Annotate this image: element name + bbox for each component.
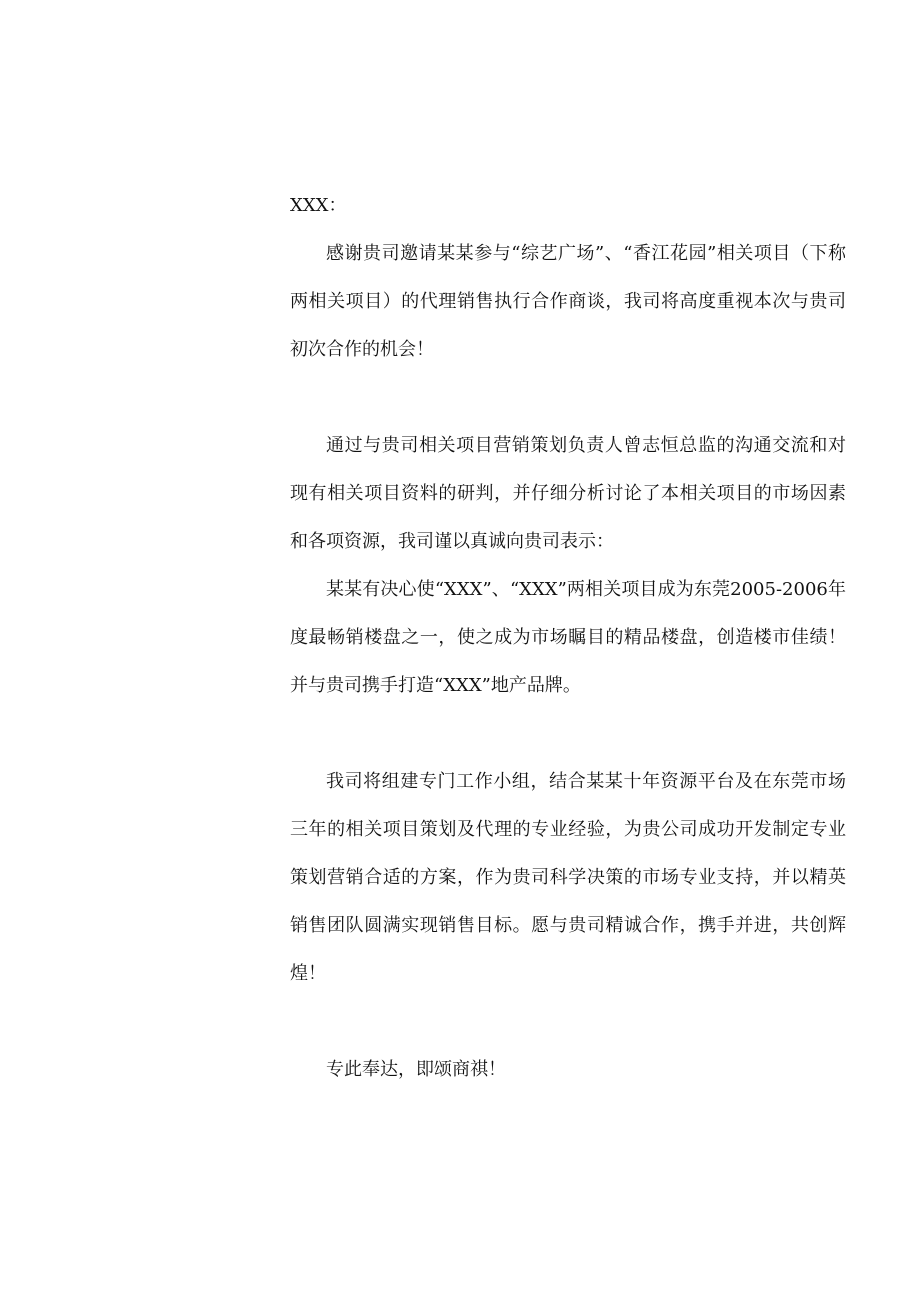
paragraph-spacer bbox=[290, 998, 846, 1046]
paragraph-invitation-thanks: 感谢贵司邀请某某参与“综艺广场”、“香江花园”相关项目（下称两相关项目）的代理销售执行合作商谈，我司将高度重视本次与贵司初次合作的机会！ bbox=[290, 243, 846, 360]
paragraph-spacer bbox=[290, 374, 846, 422]
closing-line: 专此奉达，即颂商祺！ bbox=[326, 1059, 506, 1080]
letter-body bbox=[290, 182, 846, 1094]
paragraph-commitment: 某某有决心使“XXX”、“XXX”两相关项目成为东莞2005-2006年度最畅销楼盘之一，使之成为市场瞩目的精品楼盘，创造楼市佳绩！并与贵司携手打造“XXX”地产品牌。 bbox=[290, 579, 846, 696]
paragraph-research: 通过与贵司相关项目营销策划负责人曾志恒总监的沟通交流和对现有相关项目资料的研判，并仔细分析讨论了本相关项目的市场因素和各项资源，我司谨以真诚向贵司表示： bbox=[290, 435, 846, 552]
salutation: XXX： bbox=[290, 195, 347, 216]
paragraph-team-plan: 我司将组建专门工作小组，结合某某十年资源平台及在东莞市场三年的相关项目策划及代理的专业经验，为贵公司成功开发制定专业策划营销合适的方案，作为贵司科学决策的市场专业支持，并以精英销售团队圆满实现销售目标。愿与贵司精诚合作，携手并进，共创辉煌！ bbox=[290, 771, 846, 984]
paragraph-spacer bbox=[290, 710, 846, 758]
